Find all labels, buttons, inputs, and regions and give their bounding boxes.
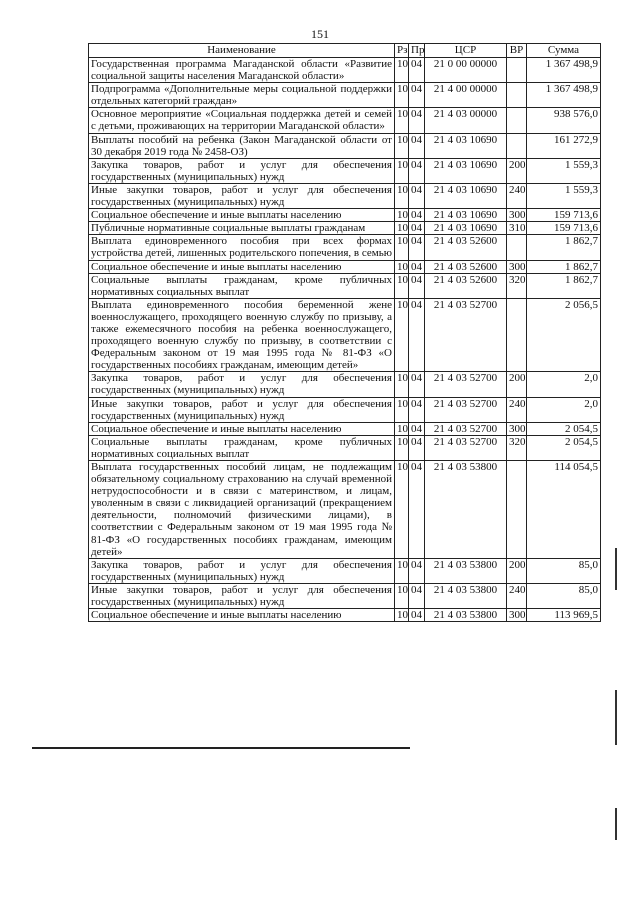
scan-artifact xyxy=(615,808,617,840)
cell-csr: 21 4 03 10690 xyxy=(425,133,507,158)
cell-name: Иные закупки товаров, работ и услуг для обеспечения государственных (муниципальных) нужд xyxy=(89,397,395,422)
cell-sum: 2,0 xyxy=(527,372,601,397)
cell-sum: 159 713,6 xyxy=(527,222,601,235)
cell-sum: 2,0 xyxy=(527,397,601,422)
cell-sum: 2 056,5 xyxy=(527,298,601,372)
cell-pr: 04 xyxy=(409,158,425,183)
cell-csr: 21 4 03 52700 xyxy=(425,372,507,397)
cell-name: Социальное обеспечение и иные выплаты населению xyxy=(89,260,395,273)
cell-name: Закупка товаров, работ и услуг для обеспечения государственных (муниципальных) нужд xyxy=(89,158,395,183)
cell-rz: 10 xyxy=(395,583,409,608)
table-row xyxy=(89,108,601,133)
cell-rz: 10 xyxy=(395,461,409,559)
cell-sum: 2 054,5 xyxy=(527,422,601,435)
table-row xyxy=(89,235,601,260)
header-vr: ВР xyxy=(507,44,527,58)
cell-name: Закупка товаров, работ и услуг для обеспечения государственных (муниципальных) нужд xyxy=(89,558,395,583)
cell-pr: 04 xyxy=(409,260,425,273)
table-row xyxy=(89,397,601,422)
table-row xyxy=(89,583,601,608)
cell-rz: 10 xyxy=(395,83,409,108)
cell-sum: 1 559,3 xyxy=(527,183,601,208)
cell-vr: 200 xyxy=(507,158,527,183)
table-row xyxy=(89,83,601,108)
table-header-row xyxy=(89,44,601,58)
cell-vr: 320 xyxy=(507,435,527,460)
cell-rz: 10 xyxy=(395,235,409,260)
cell-rz: 10 xyxy=(395,133,409,158)
cell-sum: 161 272,9 xyxy=(527,133,601,158)
cell-rz: 10 xyxy=(395,158,409,183)
table-row xyxy=(89,183,601,208)
header-csr: ЦСР xyxy=(425,44,507,58)
cell-name: Государственная программа Магаданской области «Развитие социальной защиты населения Магаданской области» xyxy=(89,58,395,83)
cell-name: Подпрограмма «Дополнительные меры социальной поддержки отдельных категорий граждан» xyxy=(89,83,395,108)
cell-csr: 21 4 03 53800 xyxy=(425,609,507,622)
table-body xyxy=(89,58,601,622)
cell-sum: 114 054,5 xyxy=(527,461,601,559)
table-row xyxy=(89,558,601,583)
cell-vr: 310 xyxy=(507,222,527,235)
cell-pr: 04 xyxy=(409,298,425,372)
cell-name: Социальное обеспечение и иные выплаты населению xyxy=(89,422,395,435)
cell-pr: 04 xyxy=(409,183,425,208)
cell-name: Выплаты пособий на ребенка (Закон Магаданской области от 30 декабря 2019 года № 2458-ОЗ) xyxy=(89,133,395,158)
cell-pr: 04 xyxy=(409,273,425,298)
cell-pr: 04 xyxy=(409,58,425,83)
cell-rz: 10 xyxy=(395,435,409,460)
cell-vr: 200 xyxy=(507,372,527,397)
cell-pr: 04 xyxy=(409,222,425,235)
table-row xyxy=(89,58,601,83)
cell-rz: 10 xyxy=(395,209,409,222)
cell-pr: 04 xyxy=(409,461,425,559)
cell-vr: 240 xyxy=(507,583,527,608)
cell-name: Выплата единовременного пособия беременной жене военнослужащего, проходящего военную службу по призыву, а также ежемесячного пособия на ребенка военнослужащего, проходящего военную службу по призыву, в соответствии с Федеральным законом от 19 мая 1995 года № 81-ФЗ «О государственных пособиях гражданам, имеющим детей» xyxy=(89,298,395,372)
table-row xyxy=(89,461,601,559)
header-sum: Сумма xyxy=(527,44,601,58)
cell-sum: 938 576,0 xyxy=(527,108,601,133)
page-number: 151 xyxy=(311,27,329,41)
cell-pr: 04 xyxy=(409,83,425,108)
cell-name: Социальные выплаты гражданам, кроме публичных нормативных социальных выплат xyxy=(89,435,395,460)
cell-vr: 200 xyxy=(507,558,527,583)
cell-sum: 85,0 xyxy=(527,583,601,608)
cell-name: Выплата государственных пособий лицам, не подлежащим обязательному социальному страхованию на случай временной нетрудоспособности и в связи с материнством, и лицам, уволенным в связи с ликвидацией организаций (прекращением деятельности, полномочий физическими лицами), в соответствии с Федеральным законом от 19 мая 1995 года № 81-ФЗ «О государственных пособиях гражданам, имеющим детей» xyxy=(89,461,395,559)
cell-sum: 1 862,7 xyxy=(527,260,601,273)
cell-vr: 300 xyxy=(507,609,527,622)
cell-vr: 320 xyxy=(507,273,527,298)
cell-vr: 300 xyxy=(507,209,527,222)
cell-csr: 21 0 00 00000 xyxy=(425,58,507,83)
footnote-separator xyxy=(32,747,410,749)
cell-csr: 21 4 03 10690 xyxy=(425,222,507,235)
cell-sum: 1 862,7 xyxy=(527,273,601,298)
header-pr: Пр xyxy=(409,44,425,58)
table-row xyxy=(89,298,601,372)
cell-name: Иные закупки товаров, работ и услуг для обеспечения государственных (муниципальных) нужд xyxy=(89,583,395,608)
cell-pr: 04 xyxy=(409,435,425,460)
cell-sum: 1 367 498,9 xyxy=(527,83,601,108)
cell-csr: 21 4 00 00000 xyxy=(425,83,507,108)
cell-csr: 21 4 03 10690 xyxy=(425,183,507,208)
cell-csr: 21 4 03 10690 xyxy=(425,209,507,222)
cell-rz: 10 xyxy=(395,298,409,372)
cell-name: Основное мероприятие «Социальная поддержка детей и семей с детьми, проживающих на территории Магаданской области» xyxy=(89,108,395,133)
cell-vr: 300 xyxy=(507,260,527,273)
cell-rz: 10 xyxy=(395,558,409,583)
table-row xyxy=(89,435,601,460)
cell-pr: 04 xyxy=(409,108,425,133)
cell-name: Публичные нормативные социальные выплаты гражданам xyxy=(89,222,395,235)
table-row xyxy=(89,158,601,183)
cell-name: Выплата единовременного пособия при всех формах устройства детей, лишенных родительского попечения, в семью xyxy=(89,235,395,260)
cell-rz: 10 xyxy=(395,372,409,397)
cell-pr: 04 xyxy=(409,583,425,608)
table-row xyxy=(89,260,601,273)
table-row xyxy=(89,273,601,298)
table-row xyxy=(89,209,601,222)
cell-sum: 1 862,7 xyxy=(527,235,601,260)
cell-name: Социальные выплаты гражданам, кроме публичных нормативных социальных выплат xyxy=(89,273,395,298)
cell-csr: 21 4 03 52600 xyxy=(425,273,507,298)
cell-csr: 21 4 03 52600 xyxy=(425,260,507,273)
cell-rz: 10 xyxy=(395,108,409,133)
cell-pr: 04 xyxy=(409,397,425,422)
cell-csr: 21 4 03 52700 xyxy=(425,298,507,372)
cell-vr xyxy=(507,58,527,83)
table-row xyxy=(89,133,601,158)
cell-rz: 10 xyxy=(395,183,409,208)
cell-sum: 159 713,6 xyxy=(527,209,601,222)
cell-rz: 10 xyxy=(395,58,409,83)
table-row xyxy=(89,422,601,435)
cell-vr: 240 xyxy=(507,397,527,422)
cell-rz: 10 xyxy=(395,609,409,622)
cell-pr: 04 xyxy=(409,235,425,260)
cell-name: Закупка товаров, работ и услуг для обеспечения государственных (муниципальных) нужд xyxy=(89,372,395,397)
cell-csr: 21 4 03 52700 xyxy=(425,422,507,435)
header-rz: Рз xyxy=(395,44,409,58)
cell-rz: 10 xyxy=(395,422,409,435)
cell-csr: 21 4 03 52700 xyxy=(425,397,507,422)
header-name: Наименование xyxy=(89,44,395,58)
table-row xyxy=(89,222,601,235)
cell-vr xyxy=(507,298,527,372)
cell-csr: 21 4 03 53800 xyxy=(425,558,507,583)
cell-pr: 04 xyxy=(409,209,425,222)
cell-sum: 2 054,5 xyxy=(527,435,601,460)
cell-name: Иные закупки товаров, работ и услуг для обеспечения государственных (муниципальных) нужд xyxy=(89,183,395,208)
cell-rz: 10 xyxy=(395,222,409,235)
cell-sum: 113 969,5 xyxy=(527,609,601,622)
cell-rz: 10 xyxy=(395,260,409,273)
cell-pr: 04 xyxy=(409,422,425,435)
cell-vr xyxy=(507,133,527,158)
cell-csr: 21 4 03 53800 xyxy=(425,461,507,559)
cell-sum: 1 367 498,9 xyxy=(527,58,601,83)
cell-name: Социальное обеспечение и иные выплаты населению xyxy=(89,209,395,222)
cell-name: Социальное обеспечение и иные выплаты населению xyxy=(89,609,395,622)
cell-csr: 21 4 03 10690 xyxy=(425,158,507,183)
cell-csr: 21 4 03 00000 xyxy=(425,108,507,133)
cell-pr: 04 xyxy=(409,558,425,583)
cell-vr: 240 xyxy=(507,183,527,208)
cell-vr xyxy=(507,108,527,133)
scan-artifact xyxy=(615,690,617,745)
cell-pr: 04 xyxy=(409,133,425,158)
cell-rz: 10 xyxy=(395,397,409,422)
cell-vr xyxy=(507,83,527,108)
cell-pr: 04 xyxy=(409,372,425,397)
cell-sum: 1 559,3 xyxy=(527,158,601,183)
cell-pr: 04 xyxy=(409,609,425,622)
table-row xyxy=(89,372,601,397)
cell-csr: 21 4 03 52600 xyxy=(425,235,507,260)
scan-artifact xyxy=(615,548,617,590)
cell-csr: 21 4 03 53800 xyxy=(425,583,507,608)
cell-vr xyxy=(507,235,527,260)
cell-vr: 300 xyxy=(507,422,527,435)
cell-rz: 10 xyxy=(395,273,409,298)
cell-csr: 21 4 03 52700 xyxy=(425,435,507,460)
cell-sum: 85,0 xyxy=(527,558,601,583)
table-row xyxy=(89,609,601,622)
budget-table xyxy=(88,43,601,622)
cell-vr xyxy=(507,461,527,559)
